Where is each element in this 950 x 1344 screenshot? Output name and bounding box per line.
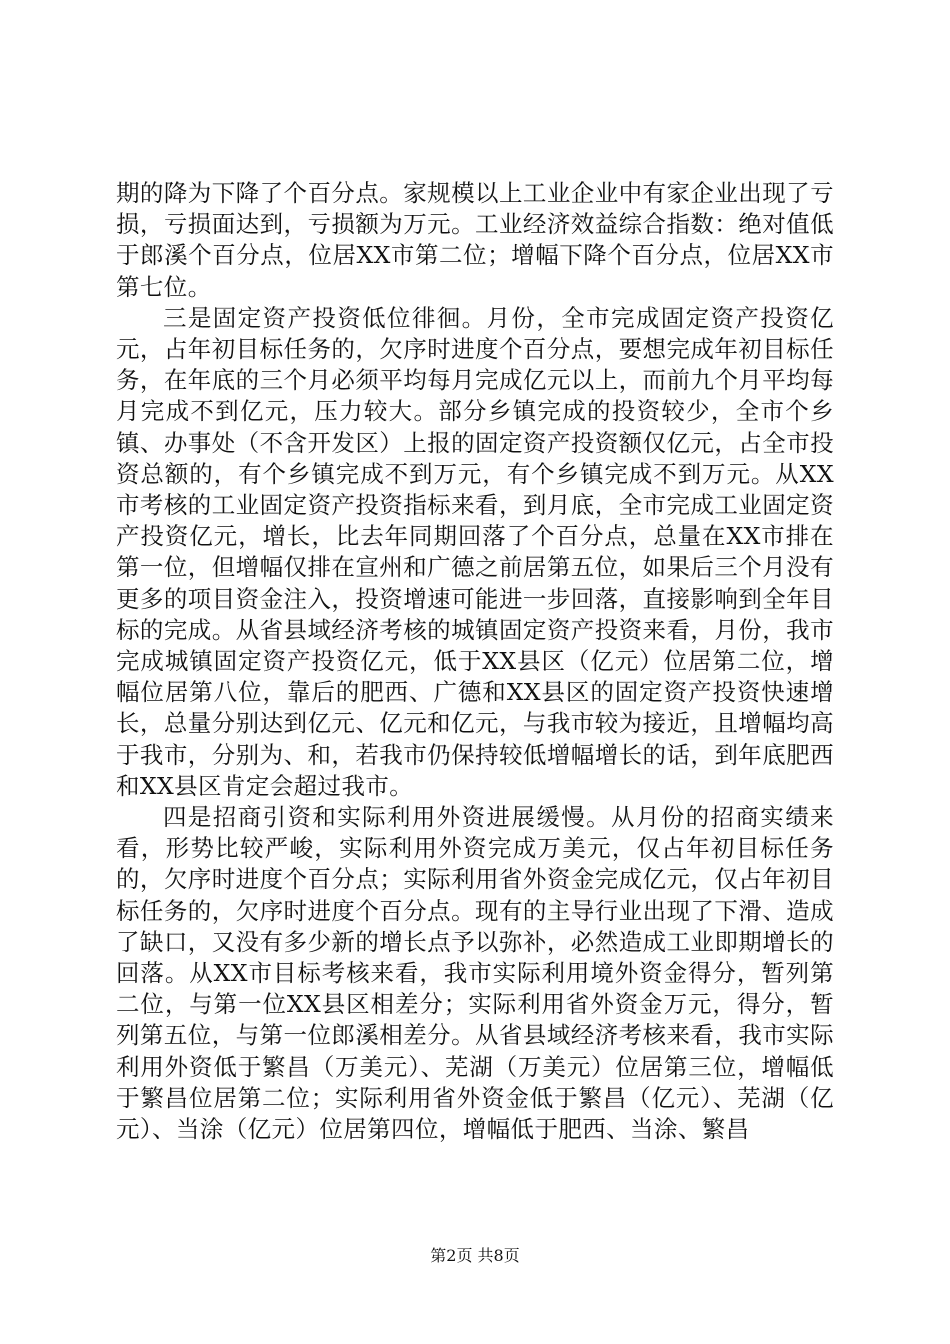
paragraph-fixed-asset-investment: 三是固定资产投资低位徘徊。月份，全市完成固定资产投资亿元，占年初目标任务的，欠序时进度个百分点，要想完成年初目标任务，在年底的三个月必须平均每月完成亿元以上，而前九个月平均每月完成不到亿元，压力较大。部分乡镇完成的投资较少，全市个乡镇、办事处（不含开发区）上报的固定资产投资额仅亿元，占全市投资总额的，有个乡镇完成不到万元，有个乡镇完成不到万元。从XX市考核的工业固定资产投资指标来看，到月底，全市完成工业固定资产投资亿元，增长，比去年同期回落了个百分点，总量在XX市排在第一位，但增幅仅排在宣州和广德之前居第五位，如果后三个月没有更多的项目资金注入，投资增速可能进一步回落，直接影响到全年目标的完成。从省县域经济考核的城镇固定资产投资来看，月份，我市完成城镇固定资产投资亿元，低于XX县区（亿元）位居第二位，增幅位居第八位，靠后的肥西、广德和XX县区的固定资产投资快速增长，总量分别达到亿元、亿元和亿元，与我市较为接近，且增幅均高于我市，分别为、和，若我市仍保持较低增幅增长的话，到年底肥西和XX县区肯定会超过我市。 [116,303,834,800]
document-body [116,178,834,1145]
paragraph-continuation: 期的降为下降了个百分点。家规模以上工业企业中有家企业出现了亏损，亏损面达到，亏损额为万元。工业经济效益综合指数：绝对值低于郎溪个百分点，位居XX市第二位；增幅下降个百分点，位居XX市第七位。 [116,179,834,301]
paragraph-investment-attraction: 四是招商引资和实际利用外资进展缓慢。从月份的招商实绩来看，形势比较严峻，实际利用外资完成万美元，仅占年初目标任务的，欠序时进度个百分点；实际利用省外资金完成亿元，仅占年初目标任务的，欠序时进度个百分点。现有的主导行业出现了下滑、造成了缺口，又没有多少新的增长点予以弥补，必然造成工业即期增长的回落。从XX市目标考核来看，我市实际利用境外资金得分，暂列第二位，与第一位XX县区相差分；实际利用省外资金万元，得分，暂列第五位，与第一位郎溪相差分。从省县域经济考核来看，我市实际利用外资低于繁昌（万美元）、芜湖（万美元）位居第三位，增幅低于繁昌位居第二位；实际利用省外资金低于繁昌（亿元）、芜湖（亿元）、当涂（亿元）位居第四位，增幅低于肥西、当涂、繁昌 [116,803,834,1144]
page-number-footer: 第2页 共8页 [430,1246,520,1265]
